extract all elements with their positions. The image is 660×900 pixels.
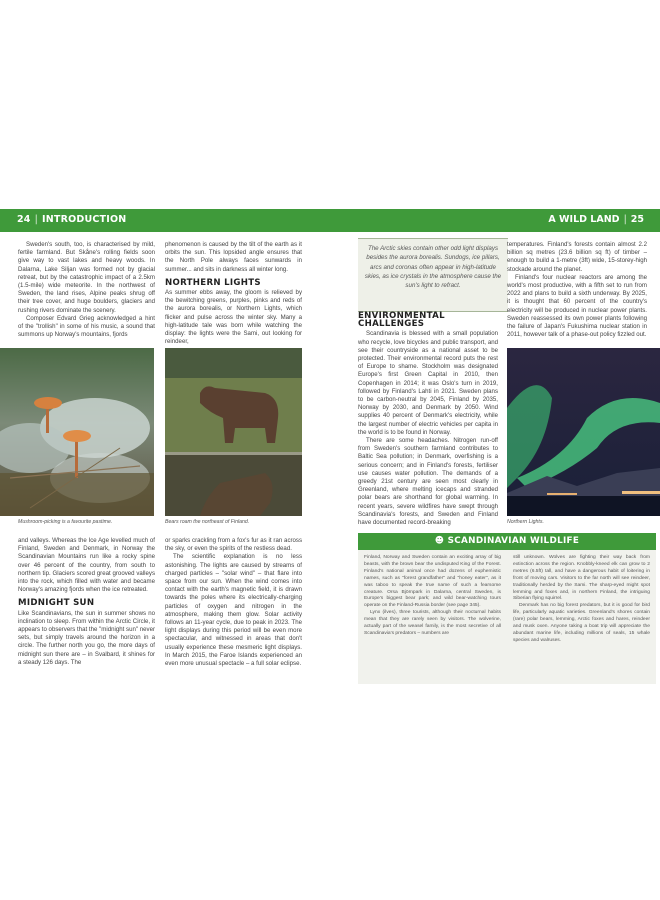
body-paragraph: temperatures. Finland's forests contain almost 2.2 billion sq metres (23.6 billion sq ft) of timber – enough to build a 1-metre (3ft) wide, 15-storey-high stockade around the planet. [507,241,647,273]
body-paragraph: As summer ebbs away, the gloom is relieved by the bewitching greens, purples, pinks and reds of the aurora borealis, or Northern Lights, which flicker and pulse across the winter sky. Many a high-latitude tale was born while watching the display: the lights were the Sami, out looking for reindeer, [165,289,302,346]
left-col2-top [165,241,302,346]
body-paragraph: Scandinavia is blessed with a small population who recycle, love bicycles and public transport, and see their countryside as a national asset to be protected. Their environmental record puts the rest of Europe to shame. Stockholm was designated Europe's first Green Capital in 2010, then Copenhagen in 2014; it was Oslo's turn in 2019, followed by Finland's Lahti in 2021. Sweden plans to be carbon-neutral by 2045, Finland by 2035, Norway by 2030, and Denmark by 2050. Wind supplies 40 percent of Denmark's electricity, while the largest number of electric vehicles per capita in the world is to be found in Norway. [358,330,498,436]
right-col3 [358,312,498,527]
paw-icon: ☻ [434,536,448,546]
left-page-number: 24 [17,214,31,225]
body-paragraph: Finland's four nuclear reactors are among the world's most productive, with a fifth set to run from 2022 and plans to build a sixth underway. By 2025, it is thought that 60 percent of the country's electricity will be produced in nuclear power plants. Sweden reassessed its own power plants following the failure of Japan's Fukushima nuclear station in 2011, however talk of a phase-out policy fizzled out. [507,273,647,339]
mushroom-photo [0,348,154,516]
body-paragraph: Sweden's south, too, is characterised by mild, fertile farmland. But Skåne's rolling fields soon give way to vast lakes and heavy woods. In Dalarna, Lake Siljan was formed not by glacial retreat, but by the catastrophic impact of a 2.5km (1.5-mile) wide meteorite. In the northwest of Sweden, the land rises, Alpine peaks shrug off their tree cover, and huge boulders, glaciers and rushing rivers dominate the scenery. [18,241,155,314]
photo-caption: Mushroom-picking is a favourite pastime. [18,519,113,525]
wildlife-col1 [364,555,501,638]
left-section-title: INTRODUCTION [42,214,127,225]
wildlife-title-text: SCANDINAVIAN WILDLIFE [447,536,580,546]
northern-lights-heading: NORTHERN LIGHTS [165,277,261,288]
left-col1-bottom [18,537,155,667]
wildlife-box-title [358,533,656,550]
wildlife-sidebar-box [358,533,656,684]
body-paragraph: Composer Edvard Grieg acknowledged a hint of the "trollish" in some of his music, a sound that summons up Norway's mountains, fjords [18,314,155,339]
body-paragraph: phenomenon is caused by the tilt of the earth as it orbits the sun. This lopsided angle ensures that the North Pole always faces sunwards in summer... and sits in darkness all winter long. [165,241,302,273]
midnight-sun-heading: MIDNIGHT SUN [18,598,95,609]
body-paragraph: Finland, Norway and Sweden contain an exciting array of big beasts, with the brown bear the undisputed King of the Forest. Finland's national animal once had dozens of euphemistic names, such as "forest grandfather" and "honey eater", as it was taboo to speak the true name of such a fearsome creature. Orsa Björnpark in Dalarna, central Sweden, is Europe's biggest bear park; and wild bear-watching tours operate on the Finland-Russia border (see page 345). [364,555,501,609]
body-paragraph: The scientific explanation is no less astonishing. The lights are caused by streams of charged particles – "solar wind" – that flare into space from our sun. When the wind comes into contact with the earth's magnetic field, it is drawn towards the poles where its electrically-charging particles of oxygen and nitrogen in the atmosphere, making them glow. Solar activity follows an 11-year cycle, due to peak in 2023. The light displays during this period will be even more spectacular, and witnessed in areas that don't usually experience these mesmeric light displays. In March 2015, the Faroe Islands experienced an even more unusual spectacle – a full solar eclipse. [165,553,302,668]
photo-caption: Northern Lights. [507,519,544,525]
body-paragraph: still unknown. Wolves are fighting their way back from extinction across the region. Knobbly-kneed elk can grow to 2 metres (6.5ft) tall, and have a dangerous habit of loitering in front of moving cars. Visitors to the far north will see reindeer, traditionally herded by the Sami. The sharp-eyed might spot lemming and foxes and, in northern Finland, the intriguing Siberian flying squirrel. [513,555,650,602]
photo-caption: Bears roam the northeast of Finland. [165,519,250,525]
pull-quote: The Arctic skies contain other odd light displays besides the aurora borealis. Sundogs, ice pillars, arcs and coronas often appear in high-latitude skies, as ice crystals in the atmosphere cause the sun's light to refract. [358,238,508,312]
separator: | [34,214,39,225]
left-col2-bottom [165,537,302,668]
wildlife-col2 [513,555,650,645]
left-running-head [17,214,126,225]
body-paragraph: Lynx (ilves), three tourists, although their nocturnal habits mean that they are rarely seen by visitors. The wolverine, actually part of the weasel family, is the most secretive of all Scandinavia's predators – numbers are [364,610,501,636]
bear-photo [165,348,302,516]
body-paragraph: Denmark has no big forest predators, but it is good for bird life, particularly aquatic varieties. Greenland's shores contain (rare) polar bears, lemming, Arctic foxes and hares, reindeer and musk oxen. Anyone taking a boat trip will appreciate the abundant marine life, including millions of seals, 15 whale species and walruses. [513,603,650,643]
right-running-head [548,214,644,225]
northern-lights-photo [507,348,660,516]
left-col1-top [18,241,155,339]
separator: | [623,214,627,225]
running-header-bar [0,209,660,232]
environmental-challenges-heading: ENVIRONMENTAL CHALLENGES [358,311,445,330]
body-paragraph: or sparks crackling from a fox's fur as it ran across the sky, or even the spirits of the restless dead. [165,537,302,553]
body-paragraph: There are some headaches. Nitrogen run-off from Sweden's southern farmland contributes to Baltic Sea pollution; in Denmark, overfishing is a serious concern; and in Finland's forests, fertiliser use causes water pollution. The demands of a greedy 21st century are seen most clearly in Greenland, where melting icecaps and stranded polar bears are shorthand for global warming. In recent years, severe wildfires have swept through Scandinavia's forests, and Sweden and Finland have documented record-breaking [358,437,498,527]
body-paragraph: and valleys. Whereas the Ice Age levelled much of Finland, Sweden and Denmark, in Norway the Scandinavian Mountains run like a rocky spine over 46 percent of the country, from south to northern tip. Glaciers scored great grooved valleys into the rock, which filled with water and became Norway's amazing fjords when the ice retreated. [18,537,155,594]
body-paragraph: Like Scandinavians, the sun in summer shows no inclination to sleep. From within the Arctic Circle, it appears to observers that the "midnight sun" never sets, but simply travels around the horizon in a circle. The further north you go, the more days of midnight sun there are – in Svalbard, it shines for a steady 126 days. The [18,609,155,666]
right-page-number: 25 [630,214,644,225]
right-section-title: A WILD LAND [548,214,620,225]
right-col4 [507,241,647,339]
